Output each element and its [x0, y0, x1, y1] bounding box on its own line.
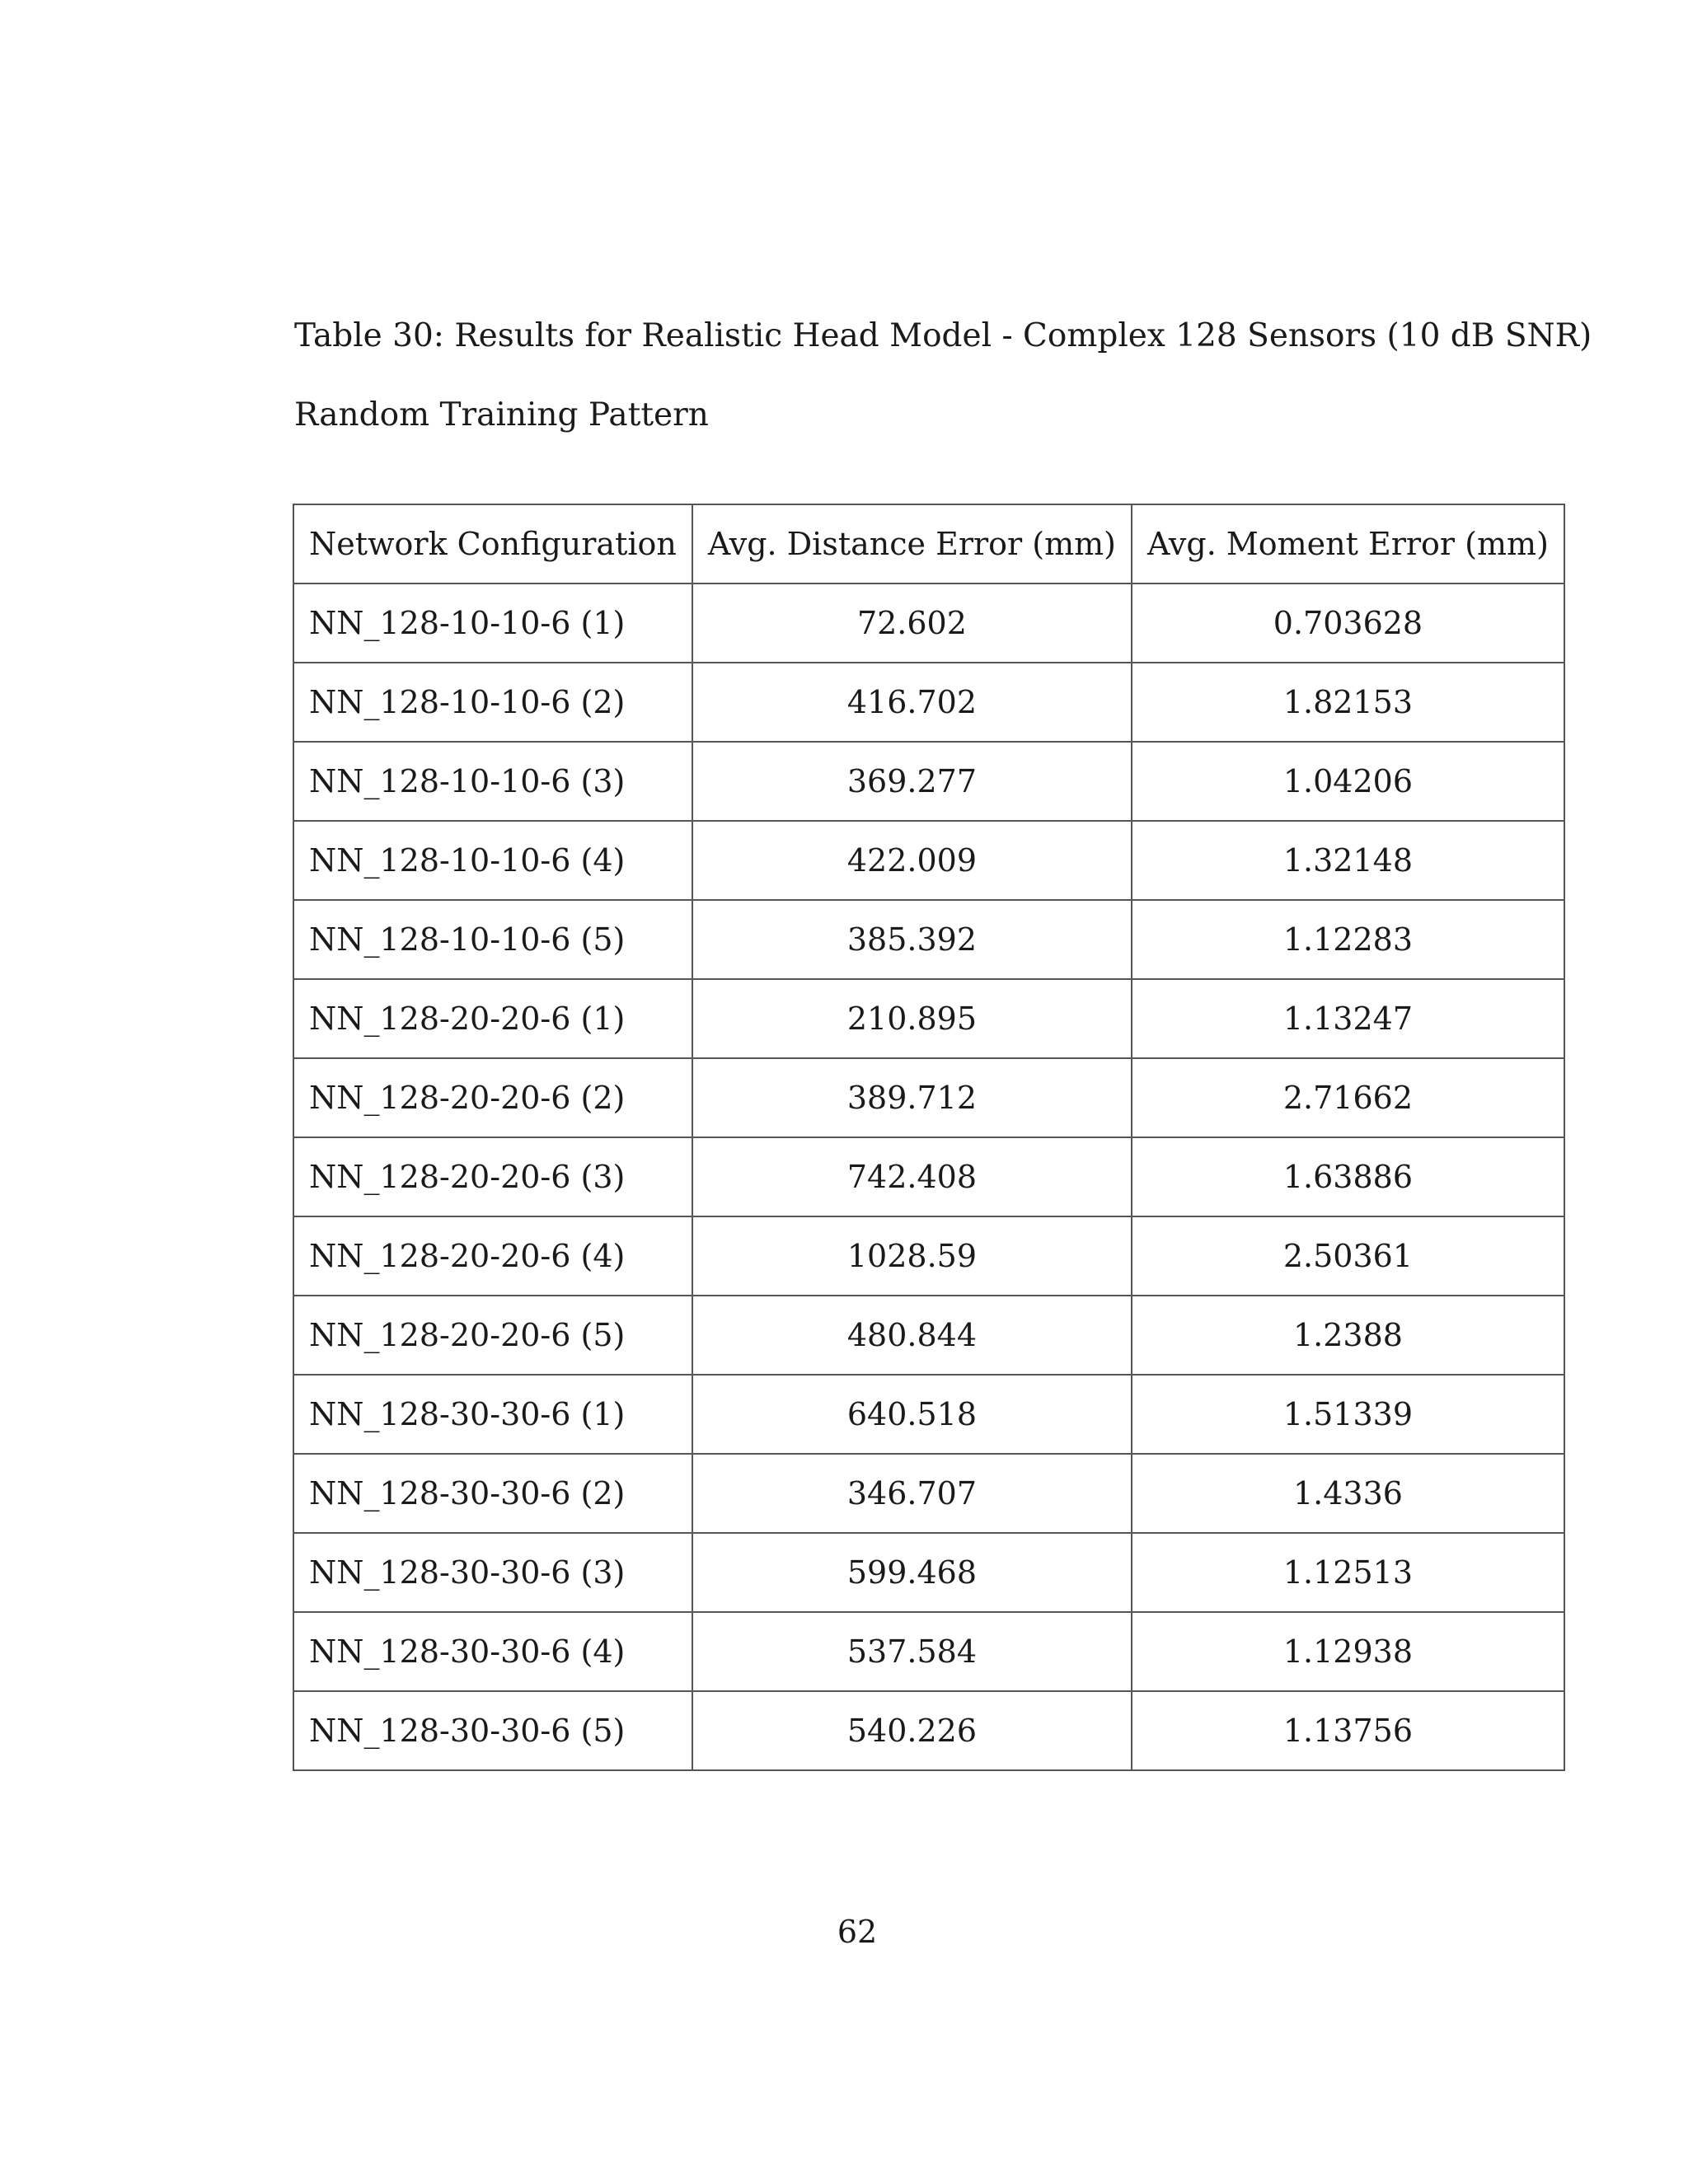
network-configuration-cell: NN_128-10-10-6 (3): [293, 742, 692, 821]
moment-error-cell: 1.63886: [1132, 1137, 1564, 1216]
table-row: [293, 742, 1564, 821]
network-configuration-cell: NN_128-30-30-6 (4): [293, 1612, 692, 1691]
network-configuration-cell: NN_128-30-30-6 (1): [293, 1375, 692, 1454]
table-subcaption: Random Training Pattern: [294, 396, 709, 434]
moment-error-cell: 1.12283: [1132, 900, 1564, 979]
moment-error-cell: 1.12513: [1132, 1533, 1564, 1612]
moment-error-cell: 0.703628: [1132, 583, 1564, 663]
distance-error-cell: 537.584: [692, 1612, 1132, 1691]
distance-error-cell: 210.895: [692, 979, 1132, 1058]
table-row: [293, 1612, 1564, 1691]
distance-error-cell: 640.518: [692, 1375, 1132, 1454]
distance-error-cell: 1028.59: [692, 1216, 1132, 1296]
distance-error-cell: 599.468: [692, 1533, 1132, 1612]
network-configuration-cell: NN_128-20-20-6 (3): [293, 1137, 692, 1216]
column-header: Avg. Distance Error (mm): [692, 504, 1132, 583]
moment-error-cell: 1.2388: [1132, 1296, 1564, 1375]
moment-error-cell: 1.12938: [1132, 1612, 1564, 1691]
table-row: [293, 1296, 1564, 1375]
table-row: [293, 663, 1564, 742]
table-row: [293, 821, 1564, 900]
distance-error-cell: 72.602: [692, 583, 1132, 663]
distance-error-cell: 389.712: [692, 1058, 1132, 1137]
distance-error-cell: 742.408: [692, 1137, 1132, 1216]
table-row: [293, 900, 1564, 979]
network-configuration-cell: NN_128-10-10-6 (4): [293, 821, 692, 900]
distance-error-cell: 480.844: [692, 1296, 1132, 1375]
network-configuration-cell: NN_128-20-20-6 (5): [293, 1296, 692, 1375]
distance-error-cell: 422.009: [692, 821, 1132, 900]
table-header-row: [293, 504, 1564, 583]
moment-error-cell: 1.04206: [1132, 742, 1564, 821]
results-table: [293, 504, 1565, 1771]
network-configuration-cell: NN_128-10-10-6 (5): [293, 900, 692, 979]
distance-error-cell: 346.707: [692, 1454, 1132, 1533]
table-row: [293, 1375, 1564, 1454]
moment-error-cell: 1.4336: [1132, 1454, 1564, 1533]
table-caption: Table 30: Results for Realistic Head Model - Complex 128 Sensors (10 dB SNR): [294, 317, 1592, 354]
moment-error-cell: 1.51339: [1132, 1375, 1564, 1454]
table-row: [293, 979, 1564, 1058]
network-configuration-cell: NN_128-20-20-6 (4): [293, 1216, 692, 1296]
moment-error-cell: 1.13247: [1132, 979, 1564, 1058]
column-header: Network Configuration: [293, 504, 692, 583]
network-configuration-cell: NN_128-20-20-6 (2): [293, 1058, 692, 1137]
distance-error-cell: 540.226: [692, 1691, 1132, 1770]
network-configuration-cell: NN_128-30-30-6 (5): [293, 1691, 692, 1770]
column-header: Avg. Moment Error (mm): [1132, 504, 1564, 583]
distance-error-cell: 416.702: [692, 663, 1132, 742]
table-row: [293, 1137, 1564, 1216]
moment-error-cell: 2.71662: [1132, 1058, 1564, 1137]
table-row: [293, 1058, 1564, 1137]
distance-error-cell: 369.277: [692, 742, 1132, 821]
page-number: 62: [837, 1914, 878, 1950]
network-configuration-cell: NN_128-30-30-6 (2): [293, 1454, 692, 1533]
table-row: [293, 583, 1564, 663]
moment-error-cell: 1.82153: [1132, 663, 1564, 742]
network-configuration-cell: NN_128-30-30-6 (3): [293, 1533, 692, 1612]
distance-error-cell: 385.392: [692, 900, 1132, 979]
network-configuration-cell: NN_128-10-10-6 (2): [293, 663, 692, 742]
network-configuration-cell: NN_128-10-10-6 (1): [293, 583, 692, 663]
table-row: [293, 1691, 1564, 1770]
moment-error-cell: 1.32148: [1132, 821, 1564, 900]
table-row: [293, 1454, 1564, 1533]
table-row: [293, 1533, 1564, 1612]
network-configuration-cell: NN_128-20-20-6 (1): [293, 979, 692, 1058]
table-row: [293, 1216, 1564, 1296]
moment-error-cell: 1.13756: [1132, 1691, 1564, 1770]
moment-error-cell: 2.50361: [1132, 1216, 1564, 1296]
